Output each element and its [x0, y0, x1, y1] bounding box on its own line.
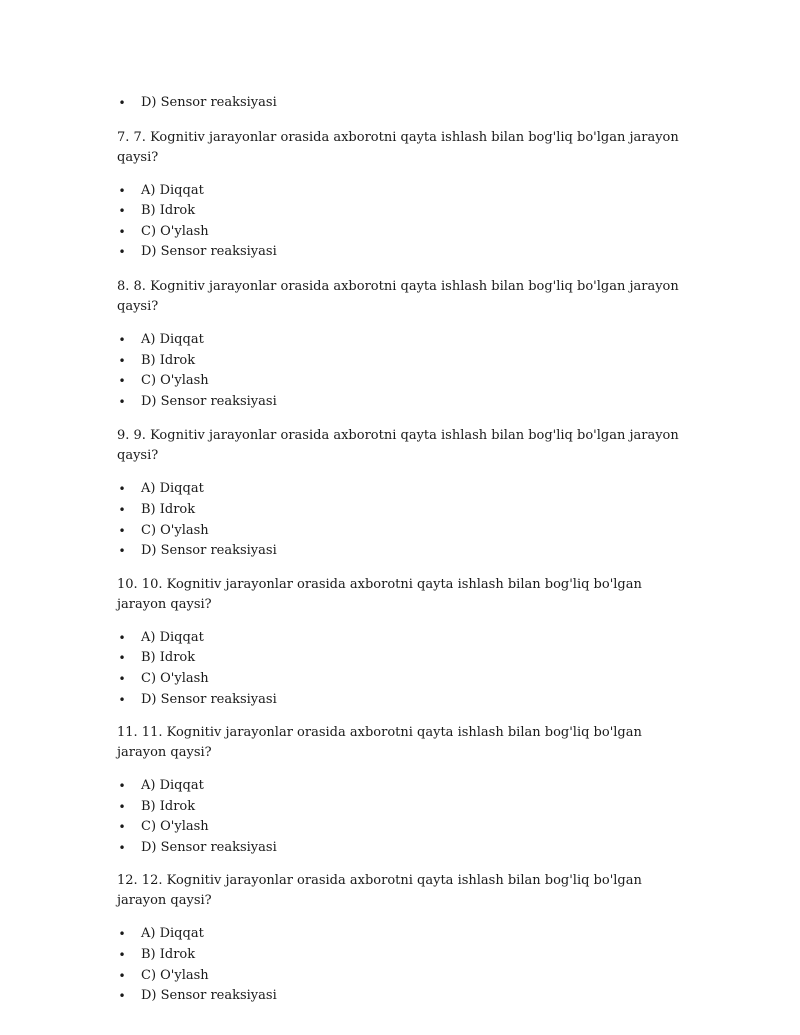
- question-block: [117, 128, 687, 263]
- list-item: [117, 222, 687, 243]
- option-list: [117, 330, 687, 412]
- question-block: [117, 723, 687, 858]
- bullet-icon: •: [118, 840, 126, 855]
- bullet-icon: •: [118, 968, 126, 983]
- option-list: [117, 776, 687, 858]
- list-item: [117, 181, 687, 202]
- option-label: B) Idrok: [141, 203, 196, 219]
- option-label: A) Diqqat: [141, 331, 204, 347]
- option-label: B) Idrok: [141, 650, 196, 666]
- list-item: [117, 669, 687, 690]
- option-label: C) O'ylash: [141, 819, 209, 835]
- option-label: D) Sensor reaksiyasi: [141, 393, 277, 409]
- question-text: 12. 12. Kognitiv jarayonlar orasida axborotni qayta ishlash bilan bog'liq bo'lgan jarayon qaysi?: [117, 873, 642, 909]
- option-label: C) O'ylash: [141, 670, 209, 686]
- list-item: [117, 242, 687, 263]
- bullet-icon: •: [118, 374, 126, 389]
- option-list: [117, 628, 687, 710]
- list-item: [117, 986, 687, 1007]
- option-label: A) Diqqat: [141, 481, 204, 497]
- list-item: [117, 521, 687, 542]
- bullet-icon: •: [118, 245, 126, 260]
- option-label: C) O'ylash: [141, 967, 209, 983]
- option-label: C) O'ylash: [141, 522, 209, 538]
- bullet-icon: •: [118, 394, 126, 409]
- bullet-icon: •: [118, 332, 126, 347]
- question-block: [117, 426, 687, 561]
- bullet-icon: •: [118, 523, 126, 538]
- bullet-icon: •: [118, 671, 126, 686]
- question-text: 9. 9. Kognitiv jarayonlar orasida axborotni qayta ishlash bilan bog'liq bo'lgan jarayon qaysi?: [117, 428, 679, 464]
- list-item: [117, 817, 687, 838]
- document-page: [117, 93, 687, 1007]
- bullet-icon: •: [118, 820, 126, 835]
- list-item: [117, 351, 687, 372]
- list-item: [117, 924, 687, 945]
- question-block: [117, 277, 687, 412]
- bullet-icon: •: [118, 502, 126, 517]
- list-item: [117, 945, 687, 966]
- bullet-icon: •: [118, 927, 126, 942]
- list-item: [117, 201, 687, 222]
- bullet-icon: •: [118, 183, 126, 198]
- bullet-icon: •: [118, 630, 126, 645]
- option-label: B) Idrok: [141, 352, 196, 368]
- list-item: [117, 776, 687, 797]
- option-label: B) Idrok: [141, 798, 196, 814]
- list-item: [117, 648, 687, 669]
- bullet-icon: •: [118, 544, 126, 559]
- bullet-icon: •: [118, 204, 126, 219]
- list-item: [117, 479, 687, 500]
- list-item: [117, 797, 687, 818]
- bullet-icon: •: [118, 692, 126, 707]
- list-item: [117, 628, 687, 649]
- option-label: A) Diqqat: [141, 778, 204, 794]
- bullet-icon: •: [118, 779, 126, 794]
- bullet-icon: •: [118, 353, 126, 368]
- list-item: [117, 838, 687, 859]
- option-label: B) Idrok: [141, 501, 196, 517]
- list-item: [117, 966, 687, 987]
- option-label: D) Sensor reaksiyasi: [141, 244, 277, 260]
- option-label: A) Diqqat: [141, 629, 204, 645]
- lead-option-list: [117, 93, 687, 114]
- option-list: [117, 181, 687, 263]
- list-item: [117, 371, 687, 392]
- option-label: A) Diqqat: [141, 182, 204, 198]
- question-block: [117, 575, 687, 710]
- option-list: [117, 924, 687, 1006]
- bullet-icon: •: [118, 482, 126, 497]
- list-item: [117, 690, 687, 711]
- option-label: D) Sensor reaksiyasi: [141, 543, 277, 559]
- question-block: [117, 871, 687, 1006]
- question-text: 10. 10. Kognitiv jarayonlar orasida axborotni qayta ishlash bilan bog'liq bo'lgan jarayon qaysi?: [117, 576, 642, 612]
- bullet-icon: •: [118, 651, 126, 666]
- bullet-icon: •: [118, 96, 126, 110]
- option-label: D) Sensor reaksiyasi: [141, 839, 277, 855]
- list-item: [117, 500, 687, 521]
- list-item: [117, 330, 687, 351]
- bullet-icon: •: [118, 224, 126, 239]
- option-label: B) Idrok: [141, 947, 196, 963]
- list-item: [117, 93, 687, 114]
- option-label: D) Sensor reaksiyasi: [141, 95, 277, 110]
- list-item: [117, 541, 687, 562]
- option-label: D) Sensor reaksiyasi: [141, 691, 277, 707]
- question-text: 7. 7. Kognitiv jarayonlar orasida axborotni qayta ishlash bilan bog'liq bo'lgan jarayon qaysi?: [117, 129, 679, 165]
- bullet-icon: •: [118, 948, 126, 963]
- option-list: [117, 479, 687, 561]
- option-label: C) O'ylash: [141, 223, 209, 239]
- option-label: C) O'ylash: [141, 373, 209, 389]
- bullet-icon: •: [118, 989, 126, 1004]
- question-text: 8. 8. Kognitiv jarayonlar orasida axborotni qayta ishlash bilan bog'liq bo'lgan jarayon qaysi?: [117, 278, 679, 314]
- option-label: D) Sensor reaksiyasi: [141, 988, 277, 1004]
- bullet-icon: •: [118, 799, 126, 814]
- list-item: [117, 392, 687, 413]
- question-text: 11. 11. Kognitiv jarayonlar orasida axborotni qayta ishlash bilan bog'liq bo'lgan jarayon qaysi?: [117, 725, 642, 761]
- option-label: A) Diqqat: [141, 926, 204, 942]
